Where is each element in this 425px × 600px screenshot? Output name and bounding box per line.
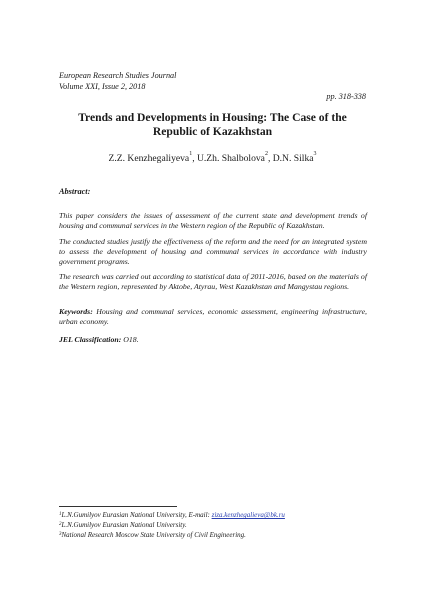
abstract-heading: Abstract: (59, 187, 91, 196)
page-range: pp. 318-338 (326, 92, 366, 101)
footnote-text: L.N.Gumilyov Eurasian National University. (61, 521, 187, 529)
author-list (59, 153, 366, 164)
footnote-2 (59, 521, 187, 530)
author-name: U.Zh. Shalbolova (196, 153, 265, 164)
author-affiliation-mark: 2 (264, 151, 268, 157)
email-link[interactable]: ziza.kenzhegalieva@bk.ru (211, 511, 285, 519)
abstract-paragraph: This paper considers the issues of assessment of the current state and development trends of housing and communal services in the Western region of the Republic of Kazakhstan. (59, 211, 367, 230)
jel-classification (59, 335, 139, 344)
author-name: Z.Z. Kenzhegaliyeva (108, 153, 190, 164)
abstract-paragraph: The research was carried out according to statistical data of 2011-2016, based on the materials of the Western region, represented by Aktobe, Atyrau, West Kazakhstan and Mangystau regions. (59, 272, 367, 291)
footnote-mark: 2 (59, 522, 62, 527)
author-affiliation-mark: 3 (313, 151, 317, 157)
author-separator: , (267, 153, 273, 164)
jel-label: JEL Classification: (59, 335, 122, 344)
footnote-text: National Research Moscow State University of Civil Engineering. (61, 531, 246, 539)
footnote-mark: 3 (59, 532, 62, 537)
footnote-text: L.N.Gumilyov Eurasian National University, E-mail: (61, 511, 212, 519)
author-affiliation-mark: 1 (189, 151, 193, 157)
keywords-label: Keywords: (59, 307, 93, 316)
keywords-text: Housing and communal services, economic assessment, engineering infrastructure, urban economy. (59, 307, 367, 326)
paper-title: Trends and Developments in Housing: The Case of the Republic of Kazakhstan (78, 111, 347, 138)
journal-volume-issue: Volume XXI, Issue 2, 2018 (59, 81, 146, 91)
footnote-divider (59, 506, 177, 507)
author-separator: , (192, 153, 197, 164)
footnote-3 (59, 531, 246, 540)
journal-name: European Research Studies Journal (59, 71, 177, 80)
author-name: D.N. Silka (272, 153, 314, 164)
keywords (59, 307, 367, 327)
jel-code: O18. (123, 335, 139, 344)
abstract-paragraph: The conducted studies justify the effectiveness of the reform and the need for an integrated system to assess the development of housing and communal services in accordance with industry government programs. (59, 237, 367, 266)
journal-header (59, 71, 176, 92)
footnote-1 (59, 511, 285, 520)
footnote-mark: 1 (59, 512, 62, 517)
